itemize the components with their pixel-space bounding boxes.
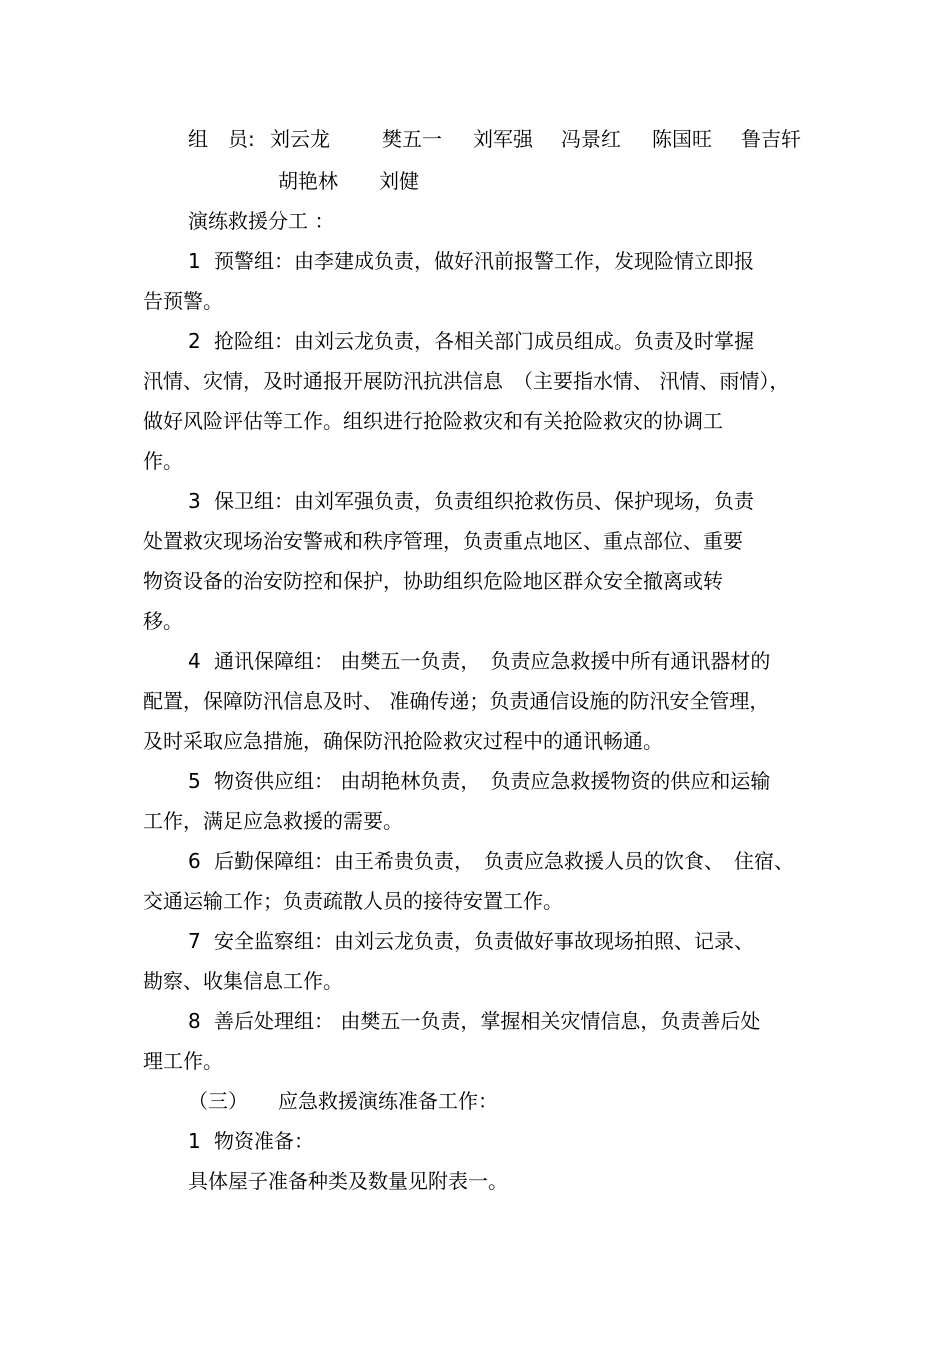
section-3-heading — [188, 1086, 588, 1116]
member-name: 樊五一 — [382, 127, 442, 151]
group-4-line-3: 及时采取应急措施，确保防汛抢险救灾过程中的通讯畅通。 — [143, 729, 663, 753]
group-text: 保卫组：由刘军强负责，负责组织抢救伤员、保护现场，负责 — [214, 489, 754, 513]
group-2-line-2: 汛情、灾情，及时通报开展防汛抗洪信息 （主要指水情、 汛情、雨情）， — [143, 369, 790, 393]
group-6-line-2: 交通运输工作；负责疏散人员的接待安置工作。 — [143, 889, 563, 913]
members-label: 组 员: — [188, 127, 255, 151]
group-text: 预警组：由李建成负责，做好汛前报警工作，发现险情立即报 — [214, 249, 754, 273]
prep-item — [188, 1126, 950, 1156]
group-number: 7 — [188, 929, 201, 953]
group-text: 通讯保障组： 由樊五一负责， 负责应急救援中所有通讯器材的 — [214, 649, 771, 673]
group-number: 1 — [188, 249, 201, 273]
member-name: 鲁吉轩 — [741, 127, 801, 151]
group-5-line-1 — [188, 766, 950, 796]
group-number: 3 — [188, 489, 201, 513]
group-5-line-2: 工作，满足应急救援的需要。 — [143, 809, 403, 833]
group-7-line-2: 勘察、收集信息工作。 — [143, 969, 343, 993]
group-8-line-1 — [188, 1006, 950, 1036]
group-1-line-1 — [188, 246, 950, 276]
member-name: 冯景红 — [561, 127, 621, 151]
group-2-line-1 — [188, 326, 950, 356]
group-4-line-2: 配置，保障防汛信息及时、 准确传递；负责通信设施的防汛安全管理， — [143, 689, 770, 713]
group-number: 6 — [188, 849, 201, 873]
group-number: 5 — [188, 769, 201, 793]
group-2-line-4: 作。 — [143, 449, 183, 473]
group-8-line-2: 理工作。 — [143, 1049, 223, 1073]
group-number: 2 — [188, 329, 201, 353]
member-name: 胡艳林 — [278, 169, 338, 193]
group-3-line-3: 物资设备的治安防控和保护，协助组织危险地区群众安全撤离或转 — [143, 569, 723, 593]
group-4-line-1 — [188, 646, 950, 676]
group-number: 8 — [188, 1009, 201, 1033]
group-text: 抢险组：由刘云龙负责，各相关部门成员组成。负责及时掌握 — [214, 329, 754, 353]
group-text: 物资供应组： 由胡艳林负责， 负责应急救援物资的供应和运输 — [214, 769, 771, 793]
prep-detail: 具体屋子准备种类及数量见附表一。 — [188, 1169, 508, 1193]
group-3-line-1 — [188, 486, 950, 516]
member-name: 刘云龙 — [270, 127, 330, 151]
group-text: 安全监察组：由刘云龙负责，负责做好事故现场拍照、记录、 — [214, 929, 754, 953]
members-row-2 — [278, 166, 578, 196]
prep-text: 物资准备： — [214, 1129, 314, 1153]
members-row-1 — [188, 124, 828, 154]
section-number: （三） — [188, 1089, 248, 1113]
division-heading: 演练救援分工 ： — [188, 209, 335, 233]
group-3-line-4: 移。 — [143, 609, 183, 633]
member-name: 刘军强 — [473, 127, 533, 151]
group-2-line-3: 做好风险评估等工作。组织进行抢险救灾和有关抢险救灾的协调工 — [143, 409, 723, 433]
member-name: 刘健 — [379, 169, 419, 193]
group-3-line-2: 处置救灾现场治安警戒和秩序管理，负责重点地区、重点部位、重要 — [143, 529, 743, 553]
group-text: 后勤保障组：由王希贵负责， 负责应急救援人员的饮食、 住宿、 — [214, 849, 794, 873]
group-6-line-1 — [188, 846, 950, 876]
group-number: 4 — [188, 649, 201, 673]
group-7-line-1 — [188, 926, 950, 956]
member-name: 陈国旺 — [652, 127, 712, 151]
section-title: 应急救援演练准备工作： — [278, 1089, 498, 1113]
prep-number: 1 — [188, 1129, 201, 1153]
group-text: 善后处理组： 由樊五一负责，掌握相关灾情信息，负责善后处 — [214, 1009, 761, 1033]
group-1-line-2: 告预警。 — [143, 289, 223, 313]
